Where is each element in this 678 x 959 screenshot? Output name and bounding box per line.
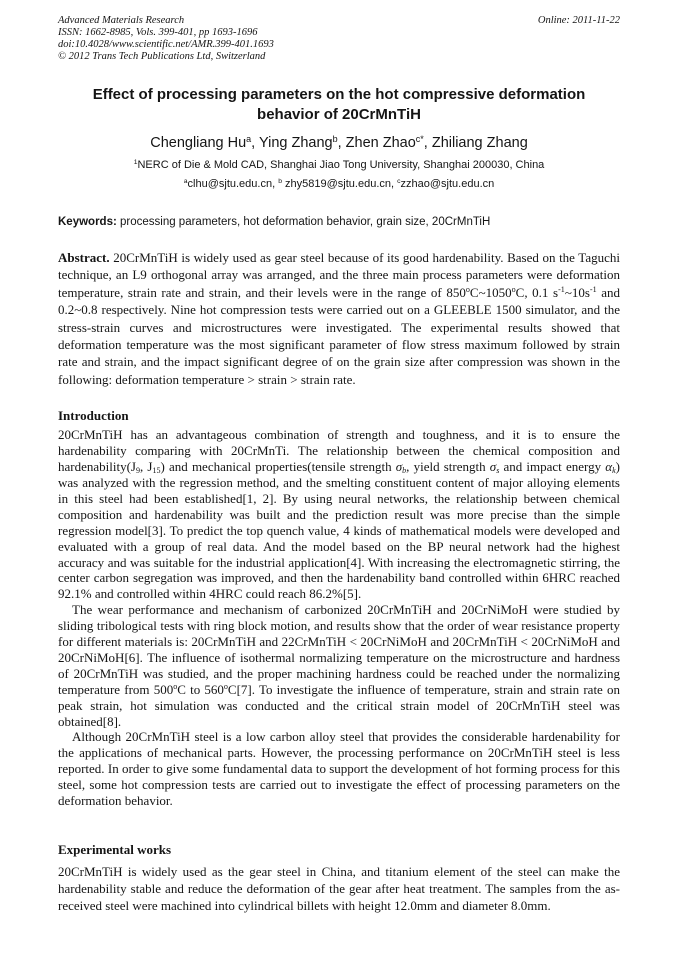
journal-issn: ISSN: 1662-8985, Vols. 399-401, pp 1693-1696 [58,27,258,38]
journal-title: Advanced Materials Research [58,15,185,26]
keywords-text: processing parameters, hot deformation behavior, grain size, 20CrMnTiH [116,216,491,228]
keywords-label: Keywords: [58,216,117,228]
section-heading-experimental-works: Experimental works [58,842,172,857]
authors-line: Chengliang Hu$^a$, Ying Zhang$^b$, Zhen Zhao$^{c*}$, Zhiliang Zhang [150,134,528,151]
journal-header [58,15,620,63]
online-date: Online: 2011-11-22 [537,15,620,26]
abstract-text: 20CrMnTiH is widely used as gear steel because of its good hardenability. Based on the Taguchi technique, an L9 orthogonal array was arranged, and the three main process parameters were deformation temperature, strain rate and strain, and their levels were in the range of 850$^o$C~1050$^o$C, 0.1 $s^{-1}\sim 10s^{-1}$ and 0.2~0.8 respectively. Nine hot compression tests were carried out on a GLEEBLE 1500 simulator, and the stress-strain curves and microstructures were investigated. The experimental results showed that deformation temperature was the most significant parameter of flow stress maximum followed by strain rate and strain, and the impact significant degree of on the grain size after compression was shown in the following: deformation temperature > strain > strain rate. [58,250,620,387]
emails-line: $^a$clhu@sjtu.edu.cn, $^b$ zhy5819@sjtu.edu.cn, $^c$zzhao@sjtu.edu.cn [183,178,495,190]
introduction-paragraph-2: The wear performance and mechanism of carbonized 20CrMnTiH and 20CrNiMoH were studied by sliding tribological tests with ring block motion, and results show that the order of wear resistance property for different materials is: 20CrMnTiH and 22CrMnTiH < 20CrNiMoH and 20CrMnTiH < 20CrNiMoH and 20CrNiMoH[6]. The influence of isothermal normalizing temperature on the microstructure and hardness of 20CrMnTiH was studied, and the proper machining hardness could be reached under the normalizing temperature from 500$^o$C to 560$^o$C[7]. To investigate the influence of temperature, strain and strain rate on peak strain, hot simulation was conducted and the critical strain model of 20CrMnTiH steel was obtained[8]. [58,602,620,729]
journal-copyright: © 2012 Trans Tech Publications Ltd, Switzerland [58,51,266,62]
abstract-paragraph [58,249,620,388]
paper-title-line1: Effect of processing parameters on the hot compressive deformation [92,86,586,103]
introduction-paragraph-1: 20CrMnTiH has an advantageous combination of strength and toughness, and it is to ensure the hardenability comparing with 20CrMnTi. The relationship between the chemical composition and $hardenability(J_9$, $J_{15}$) and mechanical properties(tensile strength $\sigma_b$, yield strength $\sigma_s$ and impact energy $\alpha_k$) was analyzed with the regression method, and the smelting constituent content of major alloying elements in this steel had been established[1, 2]. By using neural networks, the relationship between chemical composition and hardenability was built and the prediction result was more precise than the simple regression model[3]. To predict the top quench value, 4 kinds of mathematical models were developed and evaluated with a group of real data. And the model based on the BP neural network had the highest accuracy and was suitable for the industrial application[4]. With increasing the electromagnetic stirring, the center carbon segregation was improved, and then the hardenability band controlled within 6HRC reached 92.1% and controlled within 4HRC could reach 86.2%[5]. [58,427,620,602]
affiliation-line: $^1$NERC of Die & Mold CAD, Shanghai Jiao Tong University, Shanghai 200030, China [133,159,545,171]
paper-title-line2: behavior of 20CrMnTiH [257,106,421,123]
abstract-label: Abstract. [58,250,110,265]
introduction-paragraph-3: Although 20CrMnTiH steel is a low carbon alloy steel that provides the considerable hardenability for the applications of mechanical parts. However, the processing performance on 20CrMnTiH steel is less reported. In order to give some fundamental data to support the development of hot forming process for this steel, some hot compression tests are carried out to investigate the effect of processing parameters on the deformation behavior. [58,729,620,809]
journal-doi: doi:10.4028/www.scientific.net/AMR.399-401.1693 [58,39,274,50]
experimental-works-body [58,863,620,914]
keywords-line [58,215,620,230]
paper-title [58,85,620,125]
section-heading-introduction: Introduction [58,408,129,424]
experimental-paragraph-1: 20CrMnTiH is widely used as the gear steel in China, and titanium element of the steel can make the hardenability stable and reduce the deformation of the gear after heat treatment. The samples from the as-received steel were machined into cylindrical billets with height 12.0mm and diameter 8.0mm. [58,864,620,913]
introduction-body [58,427,620,809]
